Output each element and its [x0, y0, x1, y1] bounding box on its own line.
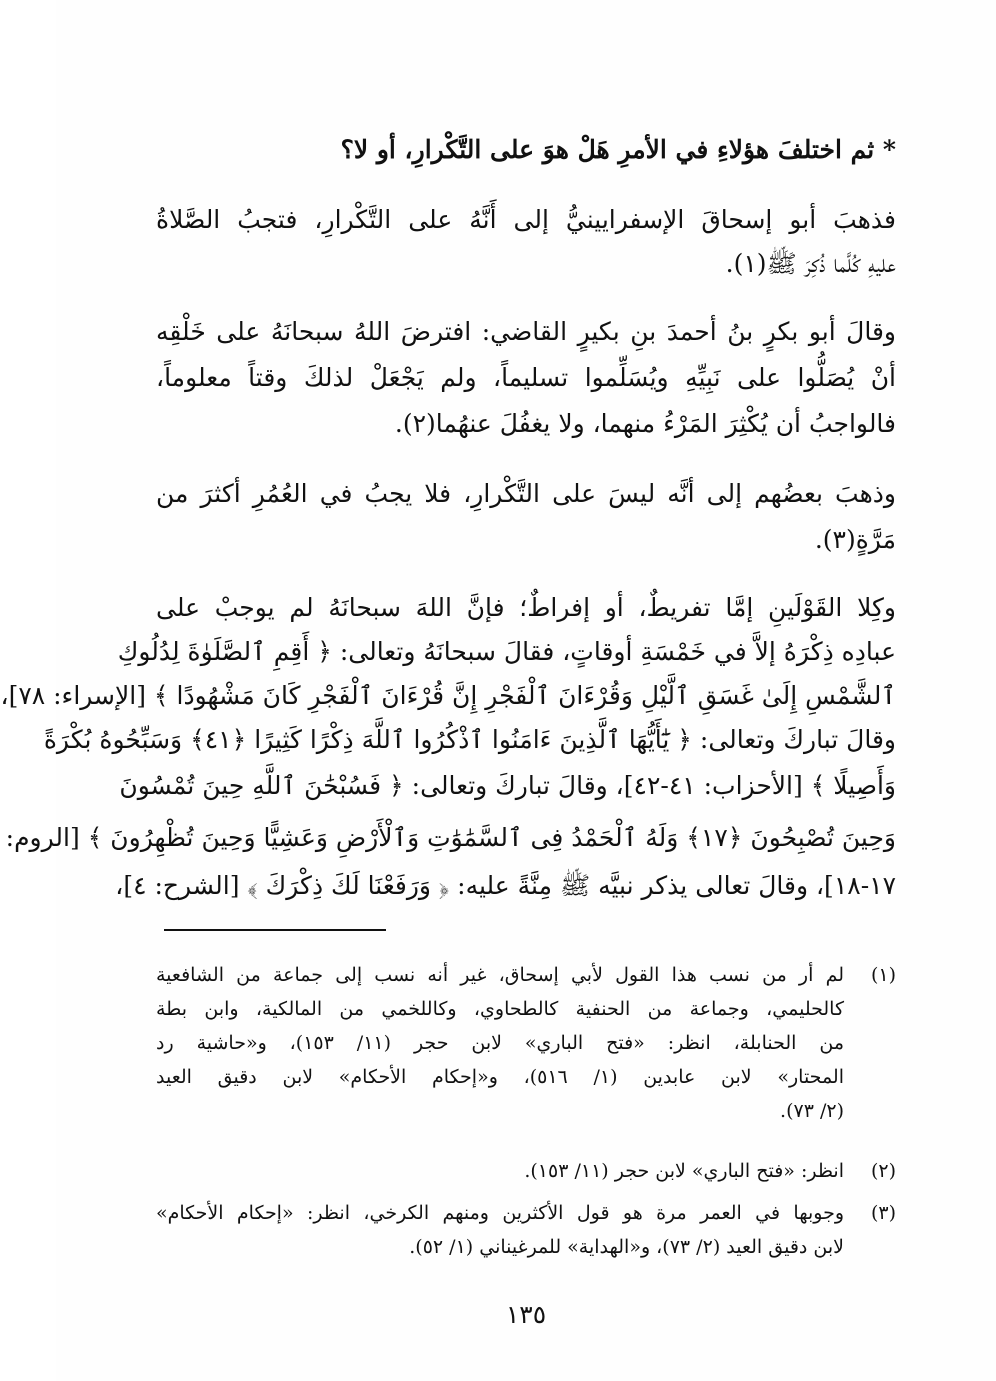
footnote-1-number: (١) [870, 964, 896, 986]
paragraph-4-line-4: وقالَ تباركَ وتعالى: ﴿ يَٰٓأَيُّهَا ٱلَّذِينَ ءَامَنُوا ٱذْكُرُوا ٱللَّهَ ذِكْرًا كَثِيرًا ﴿٤١﴾ وَسَبِّحُوهُ بُكْرَةً [43, 725, 896, 754]
paragraph-4-line-2: عبادِه ذِكْرَهُ إلاَّ في خَمْسَةِ أوقاتٍ، فقالَ سبحانَهُ وتعالى: ﴿ أَقِمِ ٱلصَّلَوٰةَ لِدُلُوكِ [117, 637, 896, 666]
footnote-3-line-1: وجوبها في العمر مرة هو قول الأكثرين ومنهم الكرخي، انظر: «إحكام الأحكام» [156, 1202, 844, 1224]
paragraph-2-line-1: وقالَ أبو بكرٍ بنُ أحمدَ بنِ بكيرٍ القاضي: افترضَ اللهُ سبحانَهُ على خَلْقِه [156, 317, 896, 346]
footnote-1 [156, 958, 896, 1128]
paragraph-4-line-6: وَحِينَ تُصْبِحُونَ ﴿١٧﴾ وَلَهُ ٱلْحَمْدُ فِى ٱلسَّمَٰوَٰتِ وَٱلْأَرْضِ وَعَشِيًّا وَحِينَ تُظْهِرُونَ ﴾ [الروم: [5, 823, 896, 852]
paragraph-3-line-1: وذهبَ بعضُهم إلى أنَّه ليسَ على التَّكْرارِ، فلا يجبُ في العُمُرِ أكثرَ من [156, 479, 896, 508]
footnote-3-line-2: لابن دقيق العيد (٢/ ٧٣)، و«الهداية» للمرغيناني (١/ ٥٢). [409, 1236, 844, 1258]
paragraph-2-line-2: أنْ يُصَلُّوا على نَبِيِّهِ ويُسَلِّموا تسليماً، ولم يَجْعَلْ لذلكَ وقتاً معلوماً، [156, 363, 896, 392]
section-heading: * ثم اختلفَ هؤلاءِ في الأمرِ هَلْ هوَ على التَّكْرارِ، أو لا؟ [340, 135, 896, 164]
footnote-2-number: (٢) [870, 1160, 896, 1182]
footnote-1-line-4: المحتار» لابن عابدين (١/ ٥١٦)، و«إحكام الأحكام» لابن دقيق العيد [156, 1066, 844, 1088]
paragraph-4-line-5: وَأَصِيلًا ﴾ [الأحزاب: ٤١-٤٢]، وقالَ تباركَ وتعالى: ﴿ فَسُبْحَٰنَ ٱللَّهِ حِينَ تُمْسُونَ [119, 771, 896, 800]
footnote-2-line-1: انظر: «فتح الباري» لابن حجر (١١/ ١٥٣). [524, 1160, 844, 1182]
footnote-1-line-5: (٢/ ٧٣). [780, 1100, 844, 1122]
paragraph-2-line-3: فالواجبُ أن يُكْثِرَ المَرْءُ منهما، ولا يغفُلَ عنهُما(٢). [394, 409, 896, 438]
paragraph-4-line-7: ١٧-١٨]، وقالَ تعالى يذكر نبيَّه ﷺ مِنَّةً عليه: ﴿ وَرَفَعْنَا لَكَ ذِكْرَكَ ﴾ [الشرح: ٤]، [115, 871, 896, 900]
footnote-1-line-3: من الحنابلة، انظر: «فتح الباري» لابن حجر (١١/ ١٥٣)، و«حاشية رد [156, 1032, 844, 1054]
footnote-3-number: (٣) [870, 1202, 896, 1224]
paragraph-1-line-2: عليهِ كُلَّما ذُكِرَ ﷺ(١). [725, 249, 896, 278]
footnote-2 [156, 1154, 896, 1188]
footnote-separator [164, 929, 386, 931]
footnote-3 [156, 1196, 896, 1264]
footnote-1-line-2: كالحليمي، وجماعة من الحنفية كالطحاوي، وكاللخمي من المالكية، وابن بطة [156, 998, 844, 1020]
footnote-1-line-1: لم أر من نسب هذا القول لأبي إسحاق، غير أنه نسب إلى جماعة من الشافعية [156, 964, 844, 986]
paragraph-4-line-3: ٱلشَّمْسِ إِلَىٰ غَسَقِ ٱلَّيْلِ وَقُرْءَانَ ٱلْفَجْرِ إِنَّ قُرْءَانَ ٱلْفَجْرِ كَانَ مَشْهُودًا ﴾ [الإسراء: ٧٨]، [0, 681, 896, 710]
paragraph-4-line-1: وكِلا القَوْلَينِ إمَّا تفريطٌ، أو إفراطٌ؛ فإنَّ اللهَ سبحانَهُ لم يوجبْ على [156, 593, 896, 622]
paragraph-1-line-1: فذهبَ أبو إسحاقَ الإسفرايينيُّ إلى أَنَّهُ على التَّكْرارِ، فتجبُ الصَّلاةُ [156, 205, 896, 234]
paragraph-3-line-2: مَرَّةٍ(٣). [814, 525, 896, 554]
page-number: ١٣٥ [505, 1300, 547, 1329]
